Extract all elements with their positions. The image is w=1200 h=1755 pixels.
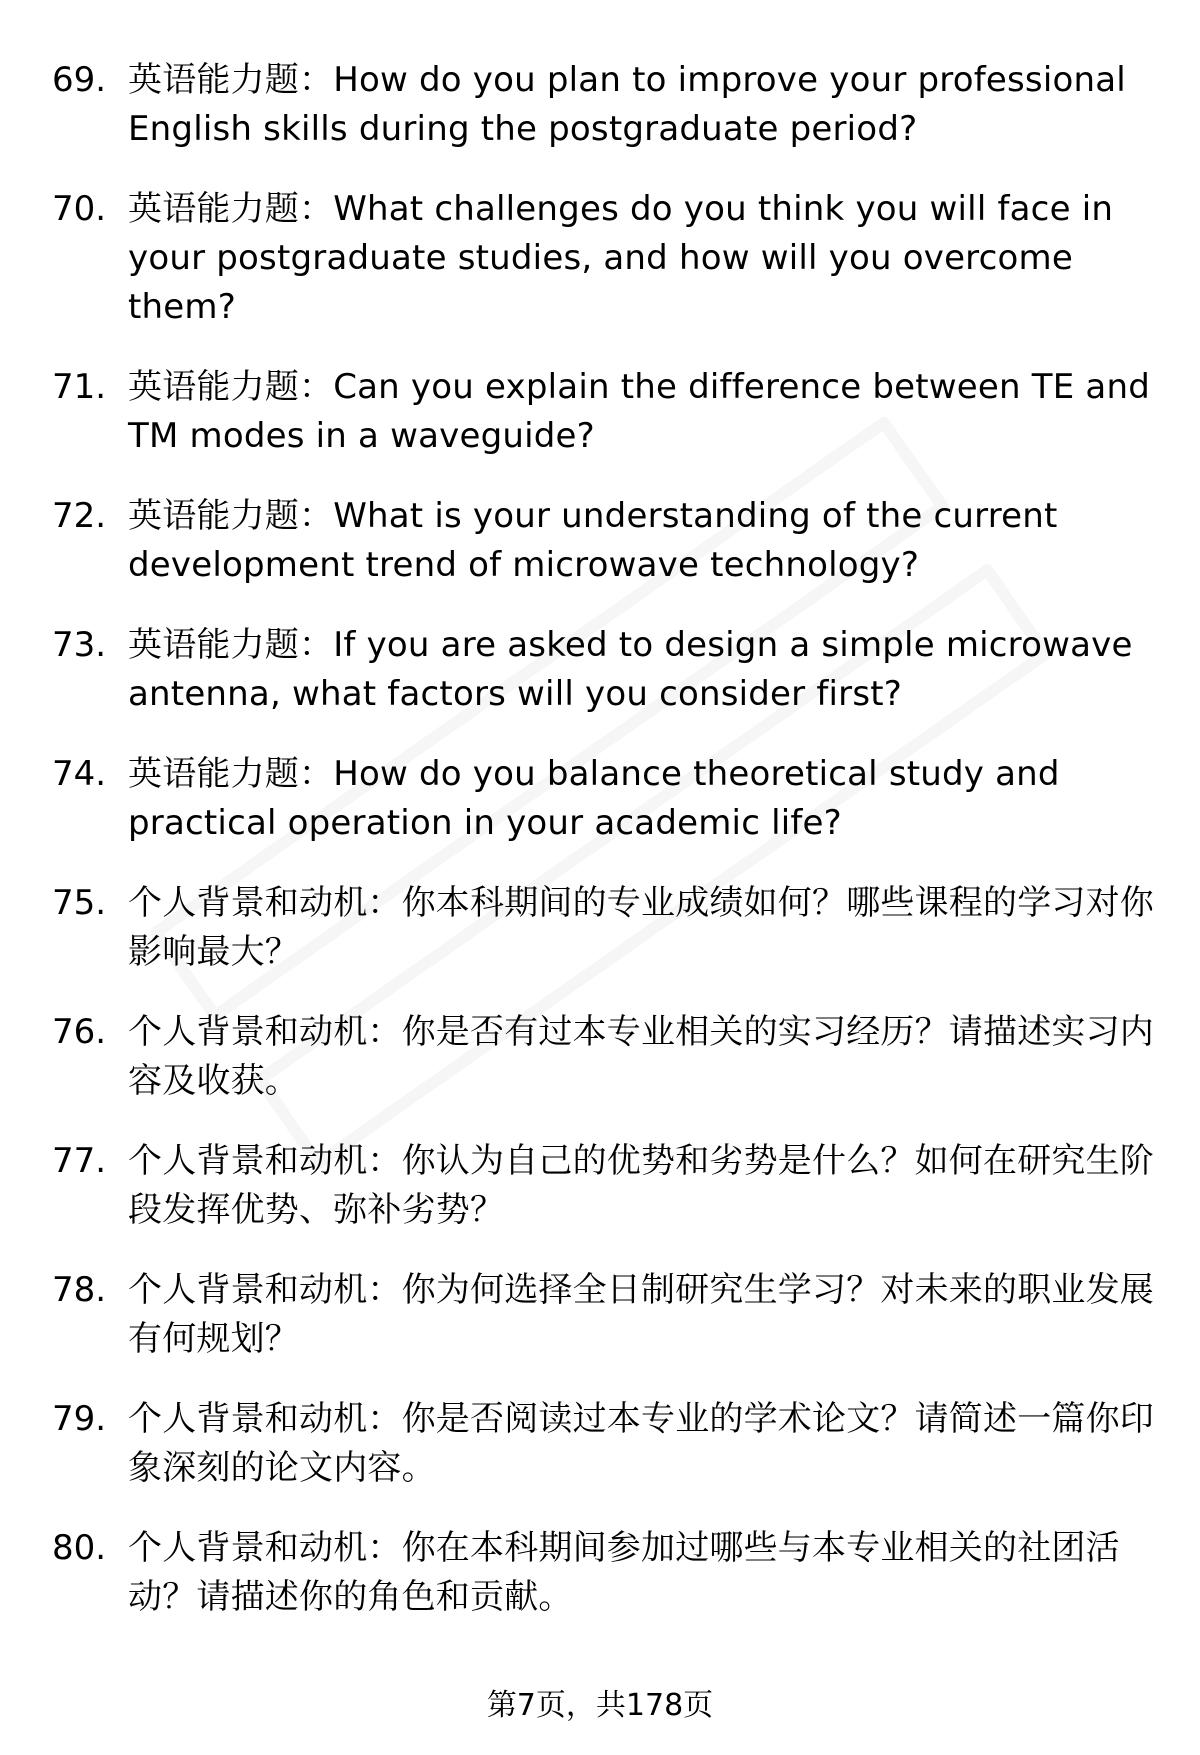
question-item: [0, 56, 1200, 154]
question-number: 73.: [52, 625, 107, 665]
question-item: [0, 1266, 1200, 1364]
question-number: 79.: [52, 1399, 107, 1439]
page-footer: 第7页，共178页: [486, 1688, 714, 1723]
question-text: 英语能力题：How do you plan to improve your professional English skills during the postgraduate period?: [128, 60, 1126, 149]
question-number: 69.: [52, 60, 107, 100]
question-item: [0, 621, 1200, 719]
question-number: 78.: [52, 1270, 107, 1310]
question-item: [0, 492, 1200, 590]
question-number: 76.: [52, 1012, 107, 1052]
question-text: 个人背景和动机：你认为自己的优势和劣势是什么？如何在研究生阶段发挥优势、弥补劣势？: [128, 1141, 1154, 1230]
question-item: [0, 185, 1200, 332]
question-number: 72.: [52, 496, 107, 536]
question-text: 英语能力题：What challenges do you think you will face in your postgraduate studies, and how will you overcome them?: [128, 189, 1114, 327]
question-text: 英语能力题：How do you balance theoretical study and practical operation in your academic life?: [128, 754, 1060, 843]
question-item: [0, 750, 1200, 848]
question-text: 个人背景和动机：你本科期间的专业成绩如何？哪些课程的学习对你影响最大？: [128, 883, 1154, 972]
question-number: 77.: [52, 1141, 107, 1181]
question-text: 个人背景和动机：你是否有过本专业相关的实习经历？请描述实习内容及收获。: [128, 1012, 1154, 1101]
question-item: [0, 1008, 1200, 1106]
question-item: [0, 879, 1200, 977]
question-item: [0, 1395, 1200, 1493]
question-number: 80.: [52, 1528, 107, 1568]
question-number: 74.: [52, 754, 107, 794]
question-item: [0, 1137, 1200, 1235]
question-text: 个人背景和动机：你是否阅读过本专业的学术论文？请简述一篇你印象深刻的论文内容。: [128, 1399, 1154, 1488]
question-text: 个人背景和动机：你为何选择全日制研究生学习？对未来的职业发展有何规划？: [128, 1270, 1154, 1359]
question-text: 英语能力题：Can you explain the difference between TE and TM modes in a waveguide?: [128, 367, 1150, 456]
question-item: [0, 363, 1200, 461]
question-number: 70.: [52, 189, 107, 229]
question-text: 英语能力题：What is your understanding of the current development trend of microwave technology?: [128, 496, 1058, 585]
question-item: [0, 1524, 1200, 1622]
question-number: 75.: [52, 883, 107, 923]
question-text: 英语能力题：If you are asked to design a simple microwave antenna, what factors will you consider first?: [128, 625, 1133, 714]
question-text: 个人背景和动机：你在本科期间参加过哪些与本专业相关的社团活动？请描述你的角色和贡献。: [128, 1528, 1120, 1617]
question-number: 71.: [52, 367, 107, 407]
question-list: [0, 56, 1200, 1653]
